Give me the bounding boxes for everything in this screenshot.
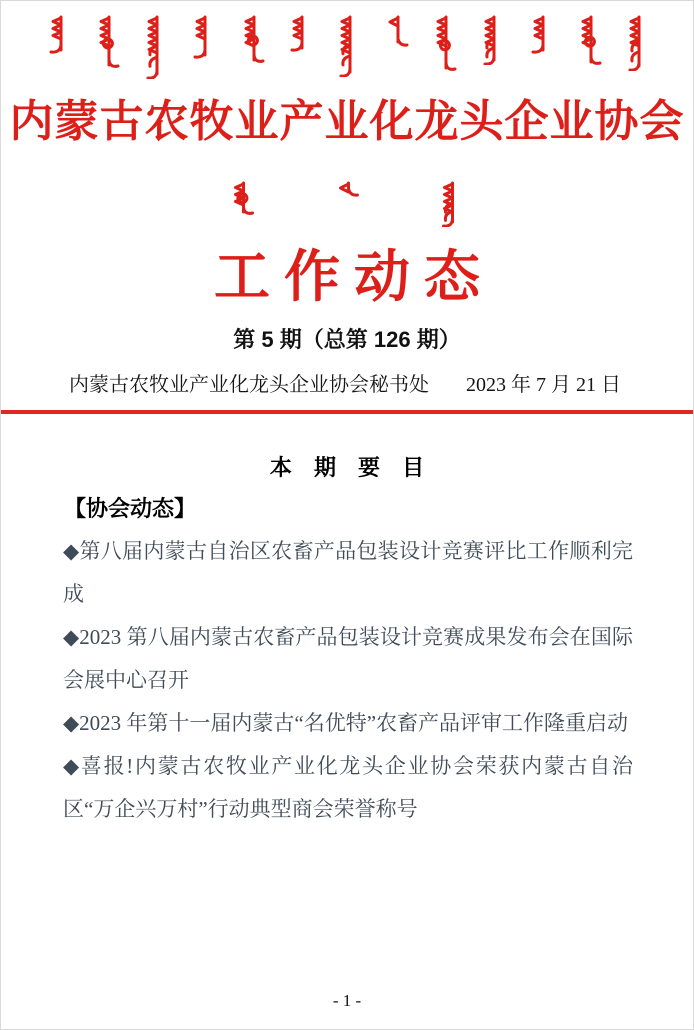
- issue-number-line: 第 5 期（总第 126 期）: [233, 327, 461, 352]
- mongolian-word: [384, 15, 410, 47]
- publisher-row: [69, 368, 621, 397]
- mongolian-word: [432, 15, 458, 73]
- mongolian-word: [439, 181, 465, 227]
- mongolian-word: [95, 15, 121, 70]
- organization-title: 内蒙古农牧业产业化龙头企业协会: [9, 97, 685, 146]
- mongolian-word: [625, 15, 651, 71]
- toc-heading: 本 期 要 目: [269, 455, 433, 480]
- mongolian-word: [230, 181, 256, 217]
- mongolian-word: [240, 15, 266, 65]
- mongolian-word: [143, 15, 169, 79]
- toc-item: ◆第八届内蒙古自治区农畜产品包装设计竞赛评比工作顺利完成: [63, 539, 633, 606]
- mongolian-word: [47, 15, 73, 55]
- mongolian-word: [529, 15, 555, 55]
- mongolian-script-banner-middle: [230, 181, 465, 231]
- red-divider-rule: [1, 410, 693, 414]
- publisher-name: 内蒙古农牧业产业化龙头企业协会秘书处: [69, 374, 429, 396]
- mongolian-script-banner-top: [47, 15, 651, 85]
- mongolian-word: [336, 15, 362, 77]
- mongolian-word: [480, 15, 506, 65]
- mongolian-word: [577, 15, 603, 67]
- toc-item: ◆2023 年第十一届内蒙古“名优特”农畜产品评审工作隆重启动: [63, 711, 629, 735]
- publication-date: 2023 年 7 月 21 日: [466, 374, 621, 396]
- page-number: - 1 -: [332, 991, 362, 1010]
- mongolian-word: [334, 181, 360, 197]
- toc-item: ◆2023 第八届内蒙古农畜产品包装设计竞赛成果发布会在国际会展中心召开: [63, 625, 633, 692]
- toc-item: ◆喜报!内蒙古农牧业产业化龙头企业协会荣获内蒙古自治区“万企兴万村”行动典型商会荣誉称号: [63, 754, 633, 821]
- bulletin-title: 工作动态: [214, 247, 494, 309]
- section-label-association-news: 【协会动态】: [64, 496, 197, 521]
- mongolian-word: [191, 15, 217, 60]
- toc-item-list: [63, 530, 633, 831]
- mongolian-word: [288, 15, 314, 53]
